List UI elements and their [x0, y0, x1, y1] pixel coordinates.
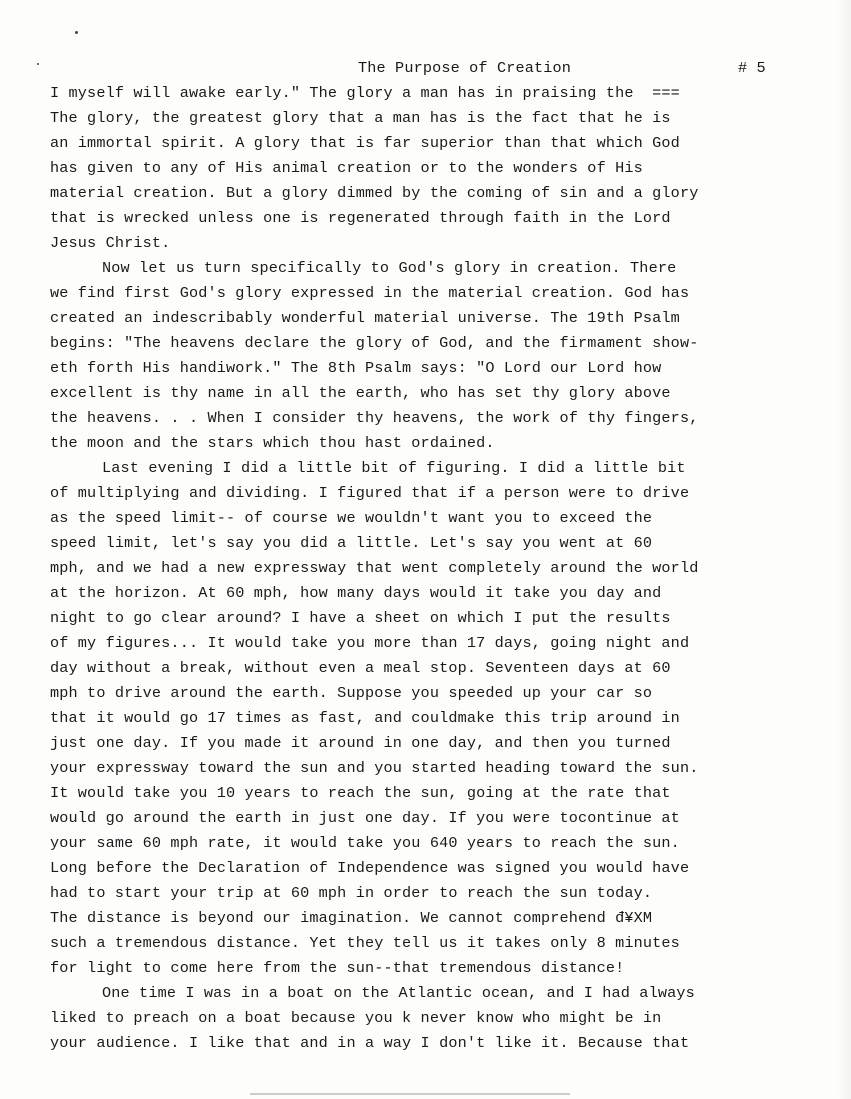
- text-line: It would take you 10 years to reach the sun, going at the rate that: [50, 784, 671, 802]
- text-line: Jesus Christ.: [50, 234, 171, 252]
- text-line: The glory, the greatest glory that a man has is the fact that he is: [50, 109, 671, 127]
- text-line: night to go clear around? I have a sheet on which I put the results: [50, 609, 671, 627]
- text-line: speed limit, let's say you did a little. Let's say you went at 60: [50, 534, 653, 552]
- text-line: your audience. I like that and in a way I don't like it. Because that: [50, 1034, 690, 1052]
- text-line: such a tremendous distance. Yet they tell us it takes only 8 minutes: [50, 934, 680, 952]
- scan-edge-shadow: [837, 0, 851, 1099]
- text-line: we find first God's glory expressed in the material creation. God has: [50, 284, 690, 302]
- text-line: Last evening I did a little bit of figuring. I did a little bit: [102, 459, 686, 477]
- text-line: mph, and we had a new expressway that went completely around the world: [50, 559, 699, 577]
- text-line: of multiplying and dividing. I figured that if a person were to drive: [50, 484, 690, 502]
- text-line: just one day. If you made it around in one day, and then you turned: [50, 734, 671, 752]
- text-line: One time I was in a boat on the Atlantic ocean, and I had always: [102, 984, 695, 1002]
- text-line: had to start your trip at 60 mph in order to reach the sun today.: [50, 884, 653, 902]
- text-line: Now let us turn specifically to God's glory in creation. There: [102, 259, 677, 277]
- text-line: that it would go 17 times as fast, and couldmake this trip around in: [50, 709, 680, 727]
- text-line: day without a break, without even a meal stop. Seventeen days at 60: [50, 659, 671, 677]
- page-number: # 5: [738, 59, 766, 77]
- text-line: as the speed limit-- of course we wouldn't want you to exceed the: [50, 509, 653, 527]
- text-line: an immortal spirit. A glory that is far superior than that which God: [50, 134, 680, 152]
- page-header: [0, 57, 851, 79]
- text-line: The distance is beyond our imagination. We cannot comprehend đ¥XM: [50, 909, 653, 927]
- text-line: liked to preach on a boat because you k never know who might be in: [50, 1009, 662, 1027]
- text-line: your expressway toward the sun and you started heading toward the sun.: [50, 759, 699, 777]
- page-body: [50, 81, 830, 1056]
- text-line: mph to drive around the earth. Suppose you speeded up your car so: [50, 684, 653, 702]
- text-line: the heavens. . . When I consider thy heavens, the work of thy fingers,: [50, 409, 699, 427]
- text-line: the moon and the stars which thou hast ordained.: [50, 434, 495, 452]
- text-line: I myself will awake early." The glory a man has in praising the ===: [50, 84, 680, 102]
- page-title: The Purpose of Creation: [358, 59, 572, 77]
- text-line: begins: "The heavens declare the glory of God, and the firmament show-: [50, 334, 699, 352]
- text-line: of my figures... It would take you more than 17 days, going night and: [50, 634, 690, 652]
- text-line: that is wrecked unless one is regenerated through faith in the Lord: [50, 209, 671, 227]
- text-line: excellent is thy name in all the earth, who has set thy glory above: [50, 384, 671, 402]
- text-line: your same 60 mph rate, it would take you 640 years to reach the sun.: [50, 834, 680, 852]
- text-line: for light to come here from the sun--that tremendous distance!: [50, 959, 625, 977]
- text-line: eth forth His handiwork." The 8th Psalm says: "O Lord our Lord how: [50, 359, 662, 377]
- text-line: material creation. But a glory dimmed by the coming of sin and a glory: [50, 184, 699, 202]
- text-line: has given to any of His animal creation or to the wonders of His: [50, 159, 643, 177]
- text-line: would go around the earth in just one day. If you were tocontinue at: [50, 809, 680, 827]
- text-line: Long before the Declaration of Independence was signed you would have: [50, 859, 690, 877]
- text-line: created an indescribably wonderful material universe. The 19th Psalm: [50, 309, 680, 327]
- scan-edge-mark: [250, 1093, 570, 1095]
- paper-speck: [75, 31, 78, 34]
- text-line: at the horizon. At 60 mph, how many days would it take you day and: [50, 584, 662, 602]
